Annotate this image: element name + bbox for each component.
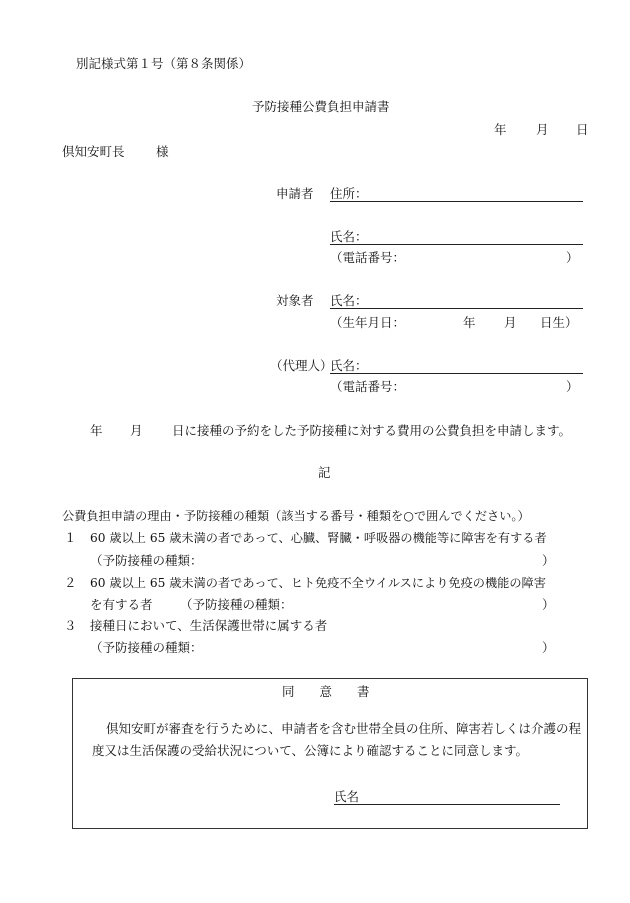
- reason-vaccine-label: （予防接種の種類：: [90, 640, 203, 655]
- applicant-phone-close: ）: [566, 250, 579, 265]
- reason-text: 60 歳以上 65 歳未満の者であって、心臓、腎臓・呼吸器の機能等に障害を有する者: [90, 531, 547, 545]
- date-day: 日: [576, 122, 589, 137]
- date-year: 年: [494, 122, 507, 137]
- reason-text: 接種日において、生活保護世帯に属する者: [90, 618, 328, 633]
- applicant-address-field[interactable]: [330, 201, 583, 202]
- form-number: 別記様式第１号（第８条関係）: [76, 56, 252, 71]
- subject-name-label: 氏名：: [330, 293, 368, 308]
- request-year: 年: [90, 423, 103, 438]
- reason-vaccine-close: ）: [542, 553, 555, 568]
- reason-number[interactable]: １: [64, 530, 77, 545]
- subject-dob-month: 月: [504, 315, 517, 330]
- reason-vaccine-close: ）: [542, 640, 555, 655]
- consent-signature-field[interactable]: [334, 804, 560, 805]
- reason-number[interactable]: ３: [64, 618, 77, 633]
- request-month: 月: [130, 423, 143, 438]
- agent-name-label: 氏名：: [330, 358, 368, 373]
- applicant-phone-label: （電話番号：: [330, 250, 406, 265]
- agent-name-field[interactable]: [330, 373, 583, 374]
- reason-vaccine-label: （予防接種の種類：: [90, 553, 203, 568]
- subject-dob-label: （生年月日：: [330, 315, 406, 330]
- applicant-role: 申請者: [276, 186, 314, 201]
- subject-role: 対象者: [276, 293, 314, 308]
- consent-name-label: 氏名: [334, 789, 360, 804]
- reason-text: 60 歳以上 65 歳未満の者であって、ヒト免疫不全ウイルスにより免疫の機能の障害: [90, 576, 546, 590]
- subject-dob-year: 年: [463, 315, 476, 330]
- agent-role: （代理人）: [270, 358, 333, 373]
- date-month: 月: [536, 122, 549, 137]
- agent-phone-close: ）: [566, 379, 579, 394]
- reason-text-continued: を有する者: [90, 597, 153, 612]
- applicant-name-field[interactable]: [330, 244, 583, 245]
- applicant-name-label: 氏名：: [330, 229, 368, 244]
- ki-marker: 記: [318, 465, 331, 480]
- agent-phone-label: （電話番号：: [330, 379, 406, 394]
- addressee-honorific: 様: [156, 144, 169, 159]
- form-title: 予防接種公費負担申請書: [252, 99, 390, 114]
- consent-text: 倶知安町が審査を行うために、申請者を含む世帯全員の住所、障害若しくは介護の程度又は生活保護の受給状況について、公簿により確認することに同意します。: [92, 721, 582, 758]
- consent-title: 同 意 書: [282, 684, 370, 699]
- reason-vaccine-close: ）: [542, 597, 555, 612]
- subject-name-field[interactable]: [330, 308, 583, 309]
- addressee-name: 倶知安町長: [62, 144, 125, 159]
- reason-number[interactable]: ２: [64, 575, 77, 590]
- reason-vaccine-label: （予防接種の種類：: [180, 597, 293, 612]
- applicant-address-label: 住所：: [330, 186, 368, 201]
- subject-dob-day: 日生）: [540, 315, 578, 330]
- reasons-heading: 公費負担申請の理由・予防接種の種類（該当する番号・種類を○で囲んでください。）: [62, 509, 530, 523]
- request-text: 日に接種の予約をした予防接種に対する費用の公費負担を申請します。: [172, 423, 572, 438]
